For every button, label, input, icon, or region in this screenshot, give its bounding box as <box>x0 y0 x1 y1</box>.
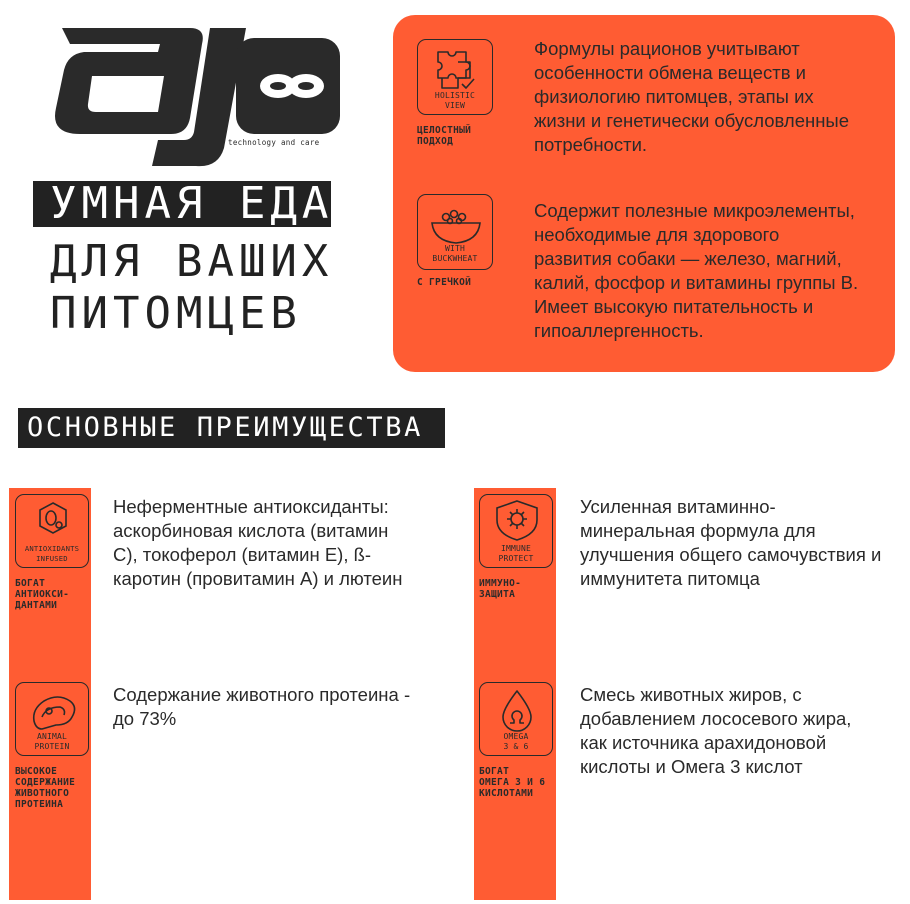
immune-caption <box>479 578 521 600</box>
buckwheat-badge-line2: BUCKWHEAT <box>432 254 478 263</box>
brand-tagline: technology and care <box>228 138 320 147</box>
buckwheat-desc-line: калий, фосфор и витамины группы В. <box>534 272 859 293</box>
antioxidants-desc-line: С), токоферол (витамин Е), ß- <box>113 544 372 565</box>
holistic-badge-line2: VIEW <box>444 101 466 110</box>
holistic-desc-line: жизни и генетически обусловленные <box>534 110 849 131</box>
antioxidants-caption <box>15 578 69 611</box>
antioxidants-badge <box>15 494 89 568</box>
antioxidants-badge-line2: INFUSED <box>36 554 68 563</box>
immune-badge-line2: PROTECT <box>498 554 534 563</box>
omega-caption-line: КИСЛОТАМИ <box>479 788 534 799</box>
immune-desc-line: иммунитета питомца <box>580 568 760 589</box>
buckwheat-desc-line: развития собаки — железо, магний, <box>534 248 842 269</box>
immune-badge <box>479 494 553 568</box>
buckwheat-badge-line1: WITH <box>444 244 466 253</box>
protein-badge <box>15 682 89 756</box>
protein-desc-line: до 73% <box>113 708 177 729</box>
omega-desc-line: как источника арахидоновой <box>580 732 827 753</box>
immune-badge-line1: IMMUNE <box>500 544 532 553</box>
buckwheat-description <box>534 199 858 343</box>
antioxidants-desc-line: Неферментные антиоксиданты: <box>113 496 389 517</box>
omega-desc-line: кислоты и Омега 3 кислот <box>580 756 803 777</box>
antioxidants-desc-line: аскорбиновая кислота (витамин <box>113 520 389 541</box>
brand-logo <box>40 8 350 173</box>
buckwheat-caption <box>417 277 471 288</box>
section-title: ОСНОВНЫЕ ПРЕИМУЩЕСТВА <box>18 408 445 448</box>
protein-badge-line1: ANIMAL <box>36 732 68 741</box>
buckwheat-badge <box>417 194 493 270</box>
holistic-caption <box>417 125 471 147</box>
holistic-description <box>534 37 849 157</box>
holistic-desc-line: особенности обмена веществ и <box>534 62 806 83</box>
protein-description <box>113 683 410 731</box>
immune-desc-line: минеральная формула для <box>580 520 816 541</box>
protein-desc-line: Содержание животного протеина - <box>113 684 411 705</box>
buckwheat-desc-line: Имеет высокую питательность и <box>534 296 814 317</box>
buckwheat-caption-line1: С ГРЕЧКОЙ <box>417 277 472 288</box>
buckwheat-desc-line: необходимые для здорового <box>534 224 780 245</box>
feature-panel <box>393 15 895 372</box>
omega-desc-line: добавлением лососевого жира, <box>580 708 852 729</box>
hero-line-3: ПИТОМЦЕВ <box>50 288 302 339</box>
buckwheat-desc-line: гипоаллергенность. <box>534 320 704 341</box>
buckwheat-desc-line: Содержит полезные микроэлементы, <box>534 200 855 221</box>
immune-desc-line: Усиленная витаминно- <box>580 496 776 517</box>
antioxidants-desc-line: каротин (провитамин А) и лютеин <box>113 568 403 589</box>
protein-badge-line2: PROTEIN <box>34 742 70 751</box>
holistic-desc-line: Формулы рационов учитывают <box>534 38 800 59</box>
omega-caption-line: БОГАТ <box>479 766 510 777</box>
protein-caption-line: ВЫСОКОЕ <box>15 766 58 777</box>
omega-badge <box>479 682 553 756</box>
omega-badge-line2: 3 & 6 <box>503 742 529 751</box>
holistic-desc-line: потребности. <box>534 134 648 155</box>
omega-desc-line: Смесь животных жиров, с <box>580 684 802 705</box>
antioxidants-caption-line: АНТИОКСИ- <box>15 589 70 600</box>
logo-letter-a <box>55 28 203 134</box>
omega-badge-line1: OMEGA <box>503 732 529 741</box>
holistic-caption-line2: ПОДХОД <box>417 136 454 147</box>
hero-line-1: УМНАЯ ЕДА <box>33 181 331 227</box>
holistic-desc-line: физиологию питомцев, этапы их <box>534 86 814 107</box>
antioxidants-caption-line: БОГАТ <box>15 578 46 589</box>
hero-line-2: ДЛЯ ВАШИХ <box>50 236 334 287</box>
protein-caption-line: ПРОТЕИНА <box>15 799 64 810</box>
holistic-badge <box>417 39 493 115</box>
holistic-caption-line1: ЦЕЛОСТНЫЙ <box>417 125 472 136</box>
antioxidants-description <box>113 495 403 591</box>
antioxidants-badge-line1: ANTIOXIDANTS <box>24 544 80 553</box>
protein-caption <box>15 766 75 810</box>
omega-caption <box>479 766 545 799</box>
immune-desc-line: улучшения общего самочувствия и <box>580 544 882 565</box>
immune-caption-line: ЗАЩИТА <box>479 589 516 600</box>
omega-description <box>580 683 851 779</box>
antioxidants-caption-line: ДАНТАМИ <box>15 600 58 611</box>
immune-description <box>580 495 881 591</box>
protein-caption-line: СОДЕРЖАНИЕ <box>15 777 76 788</box>
holistic-badge-line1: HOLISTIC <box>434 91 476 100</box>
omega-caption-line: ОМЕГА 3 И 6 <box>479 777 546 788</box>
protein-caption-line: ЖИВОТНОГО <box>15 788 70 799</box>
immune-caption-line: ИММУНО- <box>479 578 522 589</box>
